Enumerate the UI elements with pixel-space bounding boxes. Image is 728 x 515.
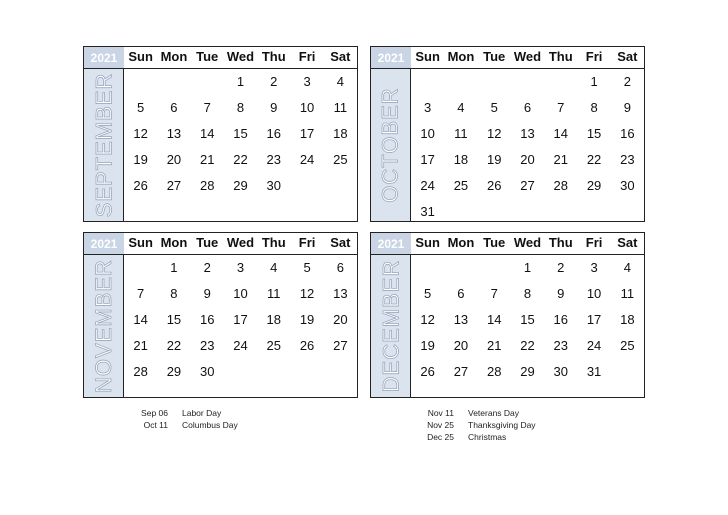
day-cell: 2 [270, 74, 278, 89]
day-cell: 27 [453, 364, 469, 379]
calendar-november [83, 232, 358, 398]
day-cell: 6 [336, 260, 344, 275]
day-cell: 3 [424, 100, 432, 115]
day-cell: 1 [590, 74, 598, 89]
day-cell: 20 [166, 152, 182, 167]
day-cell: 2 [557, 260, 565, 275]
day-cell: 19 [133, 152, 148, 167]
day-cell: 18 [620, 312, 635, 327]
day-cell: 16 [199, 312, 215, 327]
day-cell: 31 [420, 204, 435, 219]
empty-cell [124, 69, 157, 95]
day-cell: 23 [199, 338, 215, 353]
year-label: 2021 [84, 233, 124, 255]
day-cell: 28 [486, 364, 502, 379]
day-grid [124, 255, 357, 385]
empty-cell [191, 69, 224, 95]
day-cell: 28 [553, 178, 569, 193]
day-cell: 10 [586, 286, 602, 301]
empty-cell [511, 69, 544, 95]
day-cell: 24 [233, 338, 248, 353]
day-cell: 30 [553, 364, 569, 379]
day-cell: 26 [299, 338, 315, 353]
day-cell: 13 [333, 286, 348, 301]
weekday-label: Sun [128, 49, 153, 64]
holiday-name: Labor Day [182, 408, 222, 418]
day-cell: 3 [236, 260, 245, 275]
empty-cell [411, 69, 444, 95]
day-cell: 17 [299, 126, 315, 141]
day-cell: 5 [303, 260, 311, 275]
day-cell: 29 [166, 364, 182, 379]
day-grid [124, 69, 357, 199]
day-cell: 18 [266, 312, 282, 327]
day-cell: 21 [553, 152, 569, 167]
day-cell: 19 [486, 152, 502, 167]
weekday-label: Fri [585, 49, 603, 64]
weekday-label: Wed [513, 49, 542, 64]
weekday-label: Fri [585, 235, 603, 250]
day-cell: 23 [553, 338, 569, 353]
day-cell: 10 [420, 126, 435, 141]
day-cell: 30 [199, 364, 215, 379]
day-cell: 21 [133, 338, 148, 353]
day-cell: 11 [454, 126, 468, 141]
day-cell: 14 [133, 312, 148, 327]
empty-cell [544, 69, 577, 95]
day-cell: 9 [203, 286, 211, 301]
day-cell: 3 [303, 74, 311, 89]
day-cell: 28 [199, 178, 215, 193]
day-cell: 25 [266, 338, 282, 353]
holiday-name: Veterans Day [468, 408, 520, 418]
day-cell: 7 [203, 100, 211, 115]
day-cell: 26 [486, 178, 502, 193]
day-cell: 9 [270, 100, 278, 115]
day-cell: 13 [520, 126, 535, 141]
empty-cell [157, 69, 190, 95]
day-cell: 14 [553, 126, 569, 141]
holiday-date: Nov 25 [427, 420, 454, 430]
day-cell: 15 [520, 312, 535, 327]
weekday-label: Tue [196, 49, 219, 64]
holiday-row [406, 431, 536, 443]
day-cell: 30 [266, 178, 282, 193]
day-cell: 15 [166, 312, 182, 327]
empty-cell [411, 255, 444, 281]
weekday-label: Sun [128, 235, 153, 250]
holiday-name: Christmas [468, 432, 507, 442]
day-cell: 30 [620, 178, 635, 193]
day-cell: 4 [623, 260, 631, 275]
day-cell: 17 [586, 312, 602, 327]
calendar-december [370, 232, 645, 398]
weekday-label: Sat [330, 49, 351, 64]
day-cell: 20 [520, 152, 535, 167]
day-cell: 6 [170, 100, 178, 115]
day-grid [411, 255, 644, 385]
month-name: SEPTEMBER [91, 72, 117, 218]
holiday-row [120, 407, 238, 419]
day-cell: 23 [266, 152, 282, 167]
weekday-label: Sat [617, 49, 638, 64]
weekday-header [411, 233, 644, 255]
day-cell: 18 [453, 152, 469, 167]
day-cell: 21 [486, 338, 502, 353]
day-cell: 2 [623, 74, 631, 89]
holiday-date: Dec 25 [427, 432, 454, 442]
day-cell: 5 [424, 286, 432, 301]
day-cell: 9 [623, 100, 631, 115]
day-cell: 25 [620, 338, 635, 353]
day-cell: 22 [233, 152, 248, 167]
weekday-label: Wed [226, 49, 255, 64]
day-cell: 22 [166, 338, 182, 353]
weekday-label: Mon [160, 49, 188, 64]
day-cell: 7 [137, 286, 145, 301]
calendar-september [83, 46, 358, 222]
weekday-label: Mon [447, 235, 475, 250]
empty-cell [444, 255, 477, 281]
weekday-label: Sat [617, 235, 638, 250]
day-cell: 4 [457, 100, 465, 115]
day-cell: 12 [486, 126, 502, 141]
day-cell: 12 [133, 126, 148, 141]
calendar-october [370, 46, 645, 222]
day-cell: 8 [236, 100, 245, 115]
day-cell: 28 [133, 364, 148, 379]
empty-cell [478, 255, 511, 281]
day-cell: 5 [490, 100, 498, 115]
day-cell: 8 [523, 286, 532, 301]
day-cell: 16 [553, 312, 569, 327]
weekday-label: Mon [447, 49, 475, 64]
day-cell: 15 [586, 126, 602, 141]
holiday-list-right [406, 407, 536, 443]
year-label: 2021 [371, 233, 411, 255]
day-cell: 2 [203, 260, 211, 275]
day-cell: 24 [420, 178, 435, 193]
day-cell: 22 [520, 338, 535, 353]
weekday-label: Sat [330, 235, 351, 250]
day-cell: 26 [420, 364, 435, 379]
day-cell: 11 [620, 286, 635, 301]
month-name: DECEMBER [378, 259, 403, 393]
day-cell: 14 [199, 126, 215, 141]
day-cell: 19 [420, 338, 435, 353]
weekday-label: Sun [415, 235, 440, 250]
weekday-label: Sun [415, 49, 440, 64]
day-cell: 10 [233, 286, 248, 301]
weekday-label: Tue [483, 235, 506, 250]
day-cell: 13 [166, 126, 182, 141]
year-label: 2021 [371, 47, 411, 69]
weekday-label: Fri [298, 49, 316, 64]
day-cell: 9 [557, 286, 565, 301]
weekday-label: Thu [261, 235, 286, 250]
day-cell: 29 [520, 364, 535, 379]
day-cell: 16 [620, 126, 635, 141]
day-cell: 25 [333, 152, 348, 167]
empty-cell [478, 69, 511, 95]
day-cell: 1 [170, 260, 178, 275]
weekday-label: Mon [160, 235, 188, 250]
day-cell: 22 [586, 152, 602, 167]
day-cell: 24 [586, 338, 602, 353]
day-cell: 21 [199, 152, 215, 167]
day-cell: 20 [333, 312, 348, 327]
day-cell: 7 [490, 286, 498, 301]
holiday-row [406, 419, 536, 431]
weekday-label: Thu [261, 49, 286, 64]
day-cell: 7 [557, 100, 565, 115]
day-cell: 16 [266, 126, 282, 141]
day-cell: 25 [453, 178, 469, 193]
day-cell: 27 [166, 178, 182, 193]
day-cell: 8 [590, 100, 598, 115]
day-cell: 27 [333, 338, 348, 353]
day-cell: 11 [267, 286, 281, 301]
day-cell: 18 [333, 126, 348, 141]
year-label: 2021 [84, 47, 124, 69]
month-name: NOVEMBER [91, 259, 117, 393]
weekday-label: Fri [298, 235, 316, 250]
empty-cell [124, 255, 157, 281]
holiday-row [120, 419, 238, 431]
day-cell: 6 [457, 286, 465, 301]
day-cell: 20 [453, 338, 469, 353]
day-cell: 13 [453, 312, 469, 327]
day-cell: 17 [420, 152, 435, 167]
day-cell: 19 [299, 312, 315, 327]
holiday-date: Nov 11 [427, 408, 454, 418]
day-cell: 15 [233, 126, 248, 141]
day-cell: 29 [233, 178, 248, 193]
weekday-label: Tue [483, 49, 506, 64]
day-cell: 3 [590, 260, 598, 275]
day-cell: 1 [523, 260, 532, 275]
weekday-label: Wed [513, 235, 542, 250]
empty-cell [444, 69, 477, 95]
holiday-name: Thanksgiving Day [468, 420, 536, 430]
day-grid [411, 69, 644, 225]
day-cell: 8 [170, 286, 178, 301]
day-cell: 12 [299, 286, 315, 301]
day-cell: 26 [133, 178, 148, 193]
day-cell: 31 [586, 364, 602, 379]
holiday-date: Oct 11 [143, 420, 168, 430]
weekday-header [124, 233, 357, 255]
holiday-list-left [120, 407, 238, 431]
weekday-label: Tue [196, 235, 219, 250]
day-cell: 11 [333, 100, 348, 115]
day-cell: 1 [236, 74, 245, 89]
weekday-header [124, 47, 357, 69]
day-cell: 23 [620, 152, 635, 167]
holiday-name: Columbus Day [182, 420, 238, 430]
holiday-row [406, 407, 536, 419]
month-name: OCTOBER [378, 87, 404, 203]
weekday-header [411, 47, 644, 69]
day-cell: 14 [486, 312, 502, 327]
day-cell: 5 [137, 100, 145, 115]
day-cell: 17 [233, 312, 248, 327]
weekday-label: Wed [226, 235, 255, 250]
day-cell: 10 [299, 100, 315, 115]
weekday-label: Thu [548, 235, 573, 250]
day-cell: 29 [586, 178, 602, 193]
day-cell: 6 [523, 100, 532, 115]
weekday-label: Thu [548, 49, 573, 64]
day-cell: 27 [520, 178, 535, 193]
day-cell: 12 [420, 312, 435, 327]
day-cell: 24 [299, 152, 315, 167]
day-cell: 4 [270, 260, 278, 275]
holiday-date: Sep 06 [141, 408, 168, 418]
day-cell: 4 [336, 74, 344, 89]
